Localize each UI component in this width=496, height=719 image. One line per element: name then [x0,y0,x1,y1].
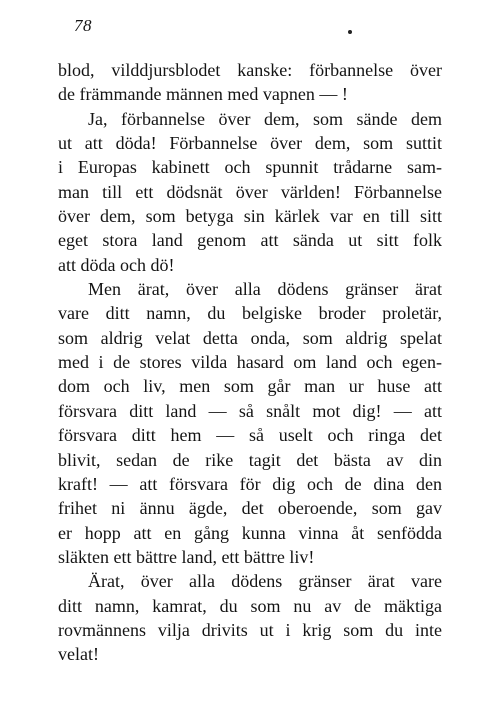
text-line: som aldrig velat detta onda, som aldrig spelat [58,327,442,348]
text-line: Men ärat, över alla dödens gränser ärat [88,279,442,300]
text-line: ut att döda! Förbannelse över dem, som suttit [58,133,442,154]
text-line: man till ett dödsnät över världen! Förbannelse [58,181,442,202]
text-line: Ja, förbannelse över dem, som sände dem [88,108,442,129]
text-line: de främmande männen med vapnen — ! [58,84,348,105]
text-line: över dem, som betyga sin kärlek var en till sitt [58,206,442,227]
text-line: frihet ni ännu ägde, det oberoende, som gav [58,498,442,519]
body-text [58,58,442,667]
page-number: 78 [74,16,92,35]
text-line: eget stora land genom att sända ut sitt folk [58,230,442,251]
text-line: kraft! — att försvara för dig och de dina den [58,473,442,494]
text-line: släkten ett bättre land, ett bättre liv! [58,546,315,567]
text-line: med i de stores vilda hasard om land och egen- [58,352,442,373]
text-line: velat! [58,644,99,665]
text-line: blod, vilddjursblodet kanske: förbannelse över [58,60,442,80]
text-line: rovmännens vilja drivits ut i krig som du inte [58,619,442,640]
text-line: att döda och dö! [58,254,175,275]
text-line: försvara ditt hem — så uselt och ringa det [58,425,442,446]
text-line: försvara ditt land — så snålt mot dig! — att [58,400,442,421]
text-line: i Europas kabinett och spunnit trådarne sam- [58,157,442,178]
text-line: dom och liv, men som går man ur huse att [58,376,442,397]
stray-dot-mark [348,30,352,34]
text-line: er hopp att en gång kunna vinna åt senfödda [58,522,442,543]
text-line: Ärat, över alla dödens gränser ärat vare [88,571,442,592]
text-line: blivit, sedan de rike tagit det bästa av din [58,449,442,470]
text-line: ditt namn, kamrat, du som nu av de mäktiga [58,595,442,616]
text-line: vare ditt namn, du belgiske broder proletär, [58,303,442,324]
